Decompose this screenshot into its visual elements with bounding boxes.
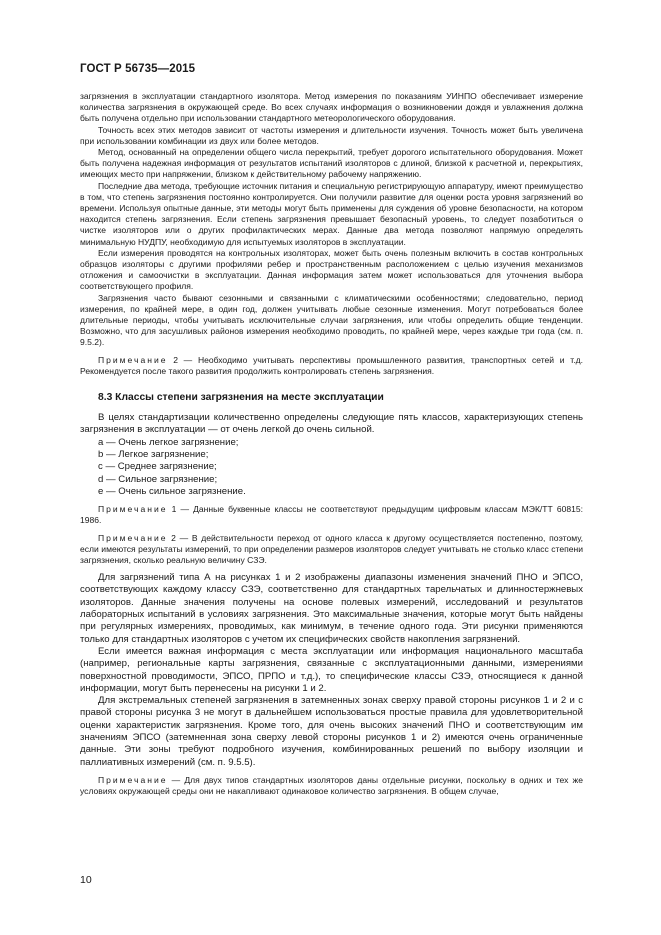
note (80, 775, 583, 797)
paragraph: Для экстремальных степеней загрязнения в затемненных зонах сверху правой стороны рисунков 1 и 2 и с правой стороны рисунка 3 не могут в дальнейшем использоваться простые правила для удовлетворительной оценки характеристик загрязнения. Кроме того, для очень высоких значений ПНО и соответствующим им значениям ЭПСО (затемненная зона сверху левой стороны рисунков 1 и 2) имеются очень ограниченные данные. Эти зоны требуют подробного изучения, комбинированных решений по выбору изоляции и паллиативных измерений (см. п. 9.5.5). (80, 695, 583, 768)
list-item: a — Очень легкое загрязнение; (98, 436, 239, 448)
paragraph: Для загрязнений типа А на рисунках 1 и 2 изображены диапазоны изменения значений ПНО и ЭПСО, соответствующих каждому классу СЗЭ, соответственно для стандартных тарельчатых и длинностержневых изоляторов. Данные значения получены на основе полевых измерений, исследований и результатов лабораторных испытаний в условиях загрязнения. Это максимальные значения, которые могут быть найдены при регулярных измерениях, проводимых, как минимум, в течение одного года. Эти рисунки применяются только для стандартных изоляторов с учетом их специфических свойств накопления загрязнений. (80, 572, 583, 645)
paragraph: Если имеется важная информация с места эксплуатации или информация национального масштаба (например, региональные карты загрязнения, связанные с эксплуатационными данными, измерениями поверхностной проводимости, ЭПСО, ПРПО и т.д.), то специфические классы СЗЭ, относящиеся к данной информации, могут быть перенесены на рисунки 1 и 2. (80, 645, 583, 694)
paragraph: Если измерения проводятся на контрольных изоляторах, может быть очень полезным включить в состав контрольных образцов изоляторы с другими профилями ребер и пространственным расположением с целью изучения механизмов отложения и самоочистки в эксплуатации. Данная информация затем может использоваться для уточнения выбора соответствующего профиля. (80, 247, 583, 292)
page-content (80, 91, 583, 797)
note (80, 533, 583, 567)
note-text: 2 — В действительности переход от одного класса к другому осуществляется постепенно, поэтому, если имеются результаты измерений, то при определении размеров изоляторов следует учитывать не столько класс степени загрязнения, сколько реальную величину СЗЭ. (80, 532, 584, 565)
note-text: 2 — Необходимо учитывать перспективы промышленного развития, транспортных сетей и т.д. Рекомендуется после такого развития продолжить контролировать степень загрязнения. (80, 354, 583, 376)
note (80, 504, 583, 526)
note (80, 355, 583, 377)
note-label: Примечание (98, 532, 168, 543)
paragraph: Последние два метода, требующие источник питания и специальную регистрирующую аппаратуру, имеют преимущество в том, что степень загрязнения постоянно контролируется. Они получили развитие для оценки роста уровня загрязнений во времени. Используя опытные данные, эти методы могут быть применены для суждения об уровне безопасности, на котором находится степень загрязнения. Если степень загрязнения превышает безопасный уровень, то следует позаботиться о чистке изоляторов или о других профилактических мерах. Данные два метода позволяют напрямую определять минимальную НУДПУ, необходимую для испытуемых изоляторов в эксплуатации. (80, 180, 583, 247)
note-text: 1 — Данные буквенные классы не соответствуют предыдущим цифровым классам МЭК/ТТ 60815: 1986. (80, 504, 583, 526)
page-number: 10 (80, 874, 92, 886)
note-label: Примечание (98, 504, 168, 515)
section-heading: 8.3 Классы степени загрязнения на месте эксплуатации (98, 392, 384, 404)
paragraph: Метод, основанный на определении общего числа перекрытий, требует дорогого испытательного оборудования. Может быть получена надежная информация от результатов испытаний изоляторов с длиной, близкой к расчетной и, перекрытиях, имеющих место при напряжении, близком к действительному рабочему напряжению. (80, 147, 583, 180)
paragraph: В целях стандартизации количественно определены следующие пять классов, характеризующих степень загрязнения в эксплуатации — от очень легкой до очень сильной. (80, 412, 583, 436)
list-item: e — Очень сильное загрязнение. (98, 485, 246, 497)
list-item: c — Среднее загрязнение; (98, 461, 217, 473)
list-item: d — Сильное загрязнение; (98, 473, 218, 485)
note-text: — Для двух типов стандартных изоляторов даны отдельные рисунки, поскольку в одних и тех же условиях окружающей среды они не накапливают одинаковое количество загрязнения. В общем случае, (80, 774, 584, 797)
paragraph: Точность всех этих методов зависит от частоты измерения и длительности изучения. Точность может быть увеличена при использовании комбинации из двух или более методов. (80, 124, 583, 146)
paragraph: Загрязнения часто бывают сезонными и связанными с климатическими особенностями; следовательно, период измерения, по крайней мере, в один год, должен учитывать любые сезонные изменения. Могут потребоваться более длительные периоды, чтобы учитывать исключительные случаи загрязнения, или чтобы определить общие тенденции. Возможно, что для засушливых районов измерения необходимо проводить, по крайней мере, через каждые три года (см. п. 9.5.2). (80, 292, 583, 348)
pollution-class-list (80, 437, 583, 498)
document-code-header: ГОСТ Р 56735—2015 (80, 63, 196, 75)
list-item: b — Легкое загрязнение; (98, 448, 209, 460)
note-label: Примечание (98, 774, 168, 785)
note-label: Примечание (98, 354, 168, 365)
paragraph: загрязнения в эксплуатации стандартного изолятора. Метод измерения по показаниям УИНПО обеспечивает измерение количества загрязнения в окружающей среде. Во всех случаях информация о возникновении дождя и увлажнения должна быть получена отдельно при использовании стандартного метеорологического оборудования. (80, 91, 583, 124)
